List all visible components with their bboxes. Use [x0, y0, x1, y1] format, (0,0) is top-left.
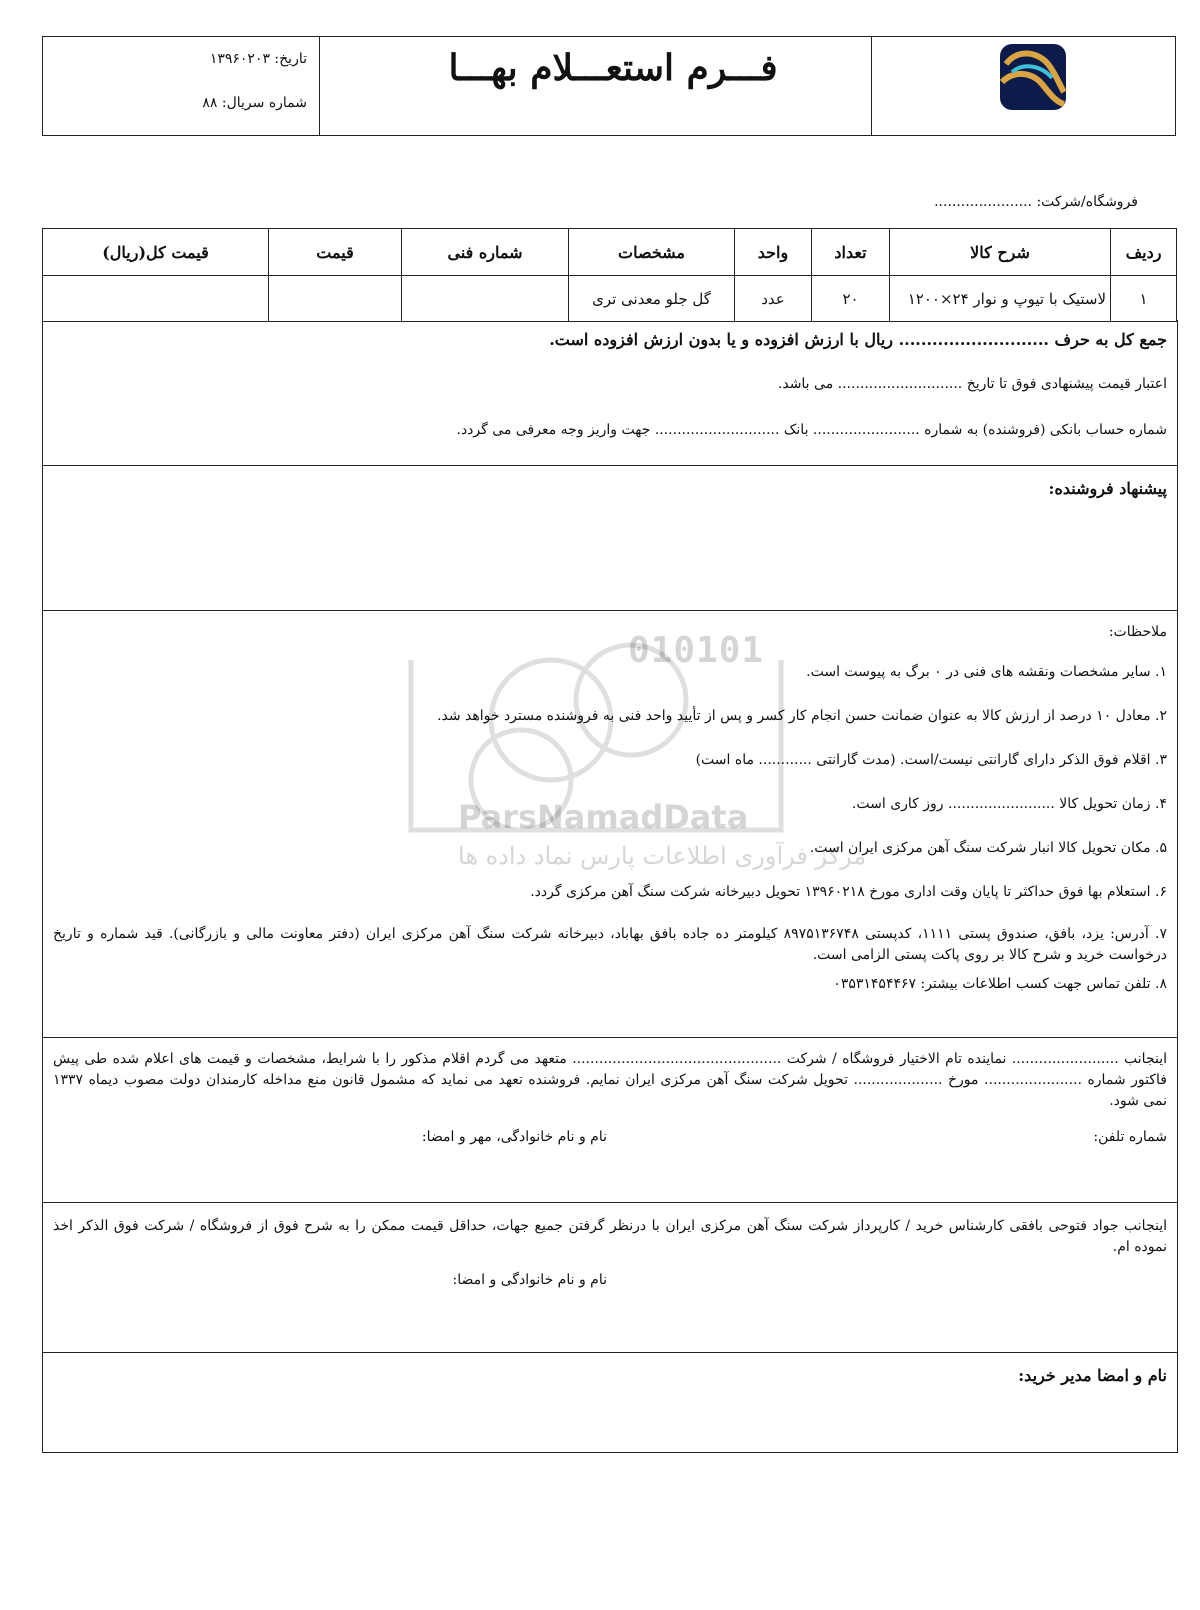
company-logo-icon [998, 42, 1068, 112]
items-table [42, 228, 1177, 322]
col-header-tech-number: شماره فنی [402, 229, 569, 276]
phone-label: شماره تلفن: [1093, 1129, 1167, 1145]
cell-quantity: ۲۰ [812, 276, 890, 322]
col-header-quantity: تعداد [812, 229, 890, 276]
table-row [43, 276, 1177, 322]
commitment-section [42, 1037, 1178, 1203]
cell-description: لاستیک با تیوپ و نوار ۲۴×۱۲۰۰ [890, 276, 1111, 322]
cell-price [269, 276, 402, 322]
note-item: ۳. اقلام فوق الذکر دارای گارانتی نیست/است. (مدت گارانتی ............ ماه است) [695, 752, 1167, 768]
form-date: تاریخ: ۱۳۹۶۰۲۰۳ [209, 51, 307, 67]
bank-account: شماره حساب بانکی (فروشنده) به شماره ........................ بانک ............................ جهت واریز وجه معرفی می گردد. [456, 422, 1167, 438]
col-header-specs: مشخصات [569, 229, 735, 276]
sum-in-words: جمع کل به حرف ........................... ریال با ارزش افزوده و یا بدون ارزش افزوده است. [549, 330, 1167, 349]
commitment-text: اینجانب ........................ نماینده تام الاختیار فروشگاه / شرکت ............................................... متعهد می گردم اقلام مذکور را با شرایط، مشخصات و قیمت های اعلام شده طی پیش فاکتور شماره ...................... مورخ .................... تحویل شرکت سنگ آهن مرکزی ایران نمایم. فروشنده تعهد می نماید که مشمول قانون منع مداخله کارمندان دولت مصوب دیماه ۱۳۳۷ نمی شود. [53, 1051, 1167, 1109]
shop-company-line: فروشگاه/شرکت: ...................... [934, 194, 1138, 210]
note-item: ۶. استعلام بها فوق حداکثر تا پایان وقت اداری مورخ ۱۳۹۶۰۲۱۸ تحویل دبیرخانه شرکت سنگ آهن مرکزی گردد. [530, 884, 1167, 900]
note-item: ۷. آدرس: یزد، بافق، صندوق پستی ۱۱۱۱، کدپستی ۸۹۷۵۱۳۶۷۴۸ کیلومتر ده جاده بافق بهاباد، دبیرخانه شرکت سنگ آهن مرکزی ایران (دفتر معاونت مالی و بازرگانی). قید شماره و تاریخ درخواست خرید و شرح کالا بر روی پاکت پستی الزامی است. [53, 926, 1167, 963]
col-header-description: شرح کالا [890, 229, 1111, 276]
note-item: ۱. سایر مشخصات ونقشه های فنی در ۰ برگ به پیوست است. [806, 664, 1167, 680]
seller-offer-label: پیشنهاد فروشنده: [1048, 479, 1167, 498]
table-header-row [43, 229, 1177, 276]
note-item: ۸. تلفن تماس جهت کسب اطلاعات بیشتر: ۰۳۵۳۱۴۵۴۴۶۷ [833, 976, 1167, 992]
notes-section [42, 610, 1178, 1038]
form-header [42, 36, 1176, 136]
cell-tech-number [402, 276, 569, 322]
watermark-brand: ParsNamadData [458, 798, 749, 836]
totals-section [42, 320, 1178, 466]
note-item: ۵. مکان تحویل کالا انبار شرکت سنگ آهن مرکزی ایران است. [809, 840, 1167, 856]
col-header-price: قیمت [269, 229, 402, 276]
seller-offer-section [42, 465, 1178, 611]
col-header-total-price: قیمت کل(ریال) [43, 229, 269, 276]
seller-signature-label: نام و نام خانوادگی، مهر و امضا: [421, 1129, 607, 1145]
watermark-tagline: مرکز فرآوری اطلاعات پارس نماد داده ها [458, 842, 867, 870]
form-serial: شماره سریال: ۸۸ [202, 95, 307, 111]
watermark-logo-icon [401, 630, 791, 920]
watermark-binary: 010101 [628, 630, 765, 671]
purchaser-signature-label: نام و نام خانوادگی و امضا: [452, 1272, 607, 1288]
notes-title: ملاحظات: [1108, 624, 1167, 640]
note-item: ۴. زمان تحویل کالا ........................ روز کاری است. [851, 796, 1167, 812]
price-validity: اعتبار قیمت پیشنهادی فوق تا تاریخ ............................ می باشد. [777, 376, 1167, 392]
col-header-unit: واحد [735, 229, 812, 276]
header-divider [319, 37, 320, 135]
purchaser-text: اینجانب جواد فتوحی بافقی کارشناس خرید / کارپرداز شرکت سنگ آهن مرکزی ایران با درنظر گرفتن جمیع جهات، حداقل قیمت ممکن را به شرح فوق از فروشگاه / شرکت فوق الذکر اخذ نموده ام. [53, 1218, 1167, 1255]
cell-specs: گل جلو معدنی تری [569, 276, 735, 322]
cell-total-price [43, 276, 269, 322]
manager-section [42, 1352, 1178, 1453]
cell-row-no: ۱ [1111, 276, 1177, 322]
purchaser-section [42, 1202, 1178, 1353]
note-item: ۲. معادل ۱۰ درصد از ارزش کالا به عنوان ضمانت حسن انجام کار کسر و پس از تأیید واحد فنی به فروشنده مسترد خواهد شد. [437, 708, 1167, 724]
col-header-row-no: ردیف [1111, 229, 1177, 276]
manager-signature-label: نام و امضا مدیر خرید: [1018, 1366, 1167, 1385]
cell-unit: عدد [735, 276, 812, 322]
form-title: فـــرم استعـــلام بهـــا [448, 47, 778, 89]
